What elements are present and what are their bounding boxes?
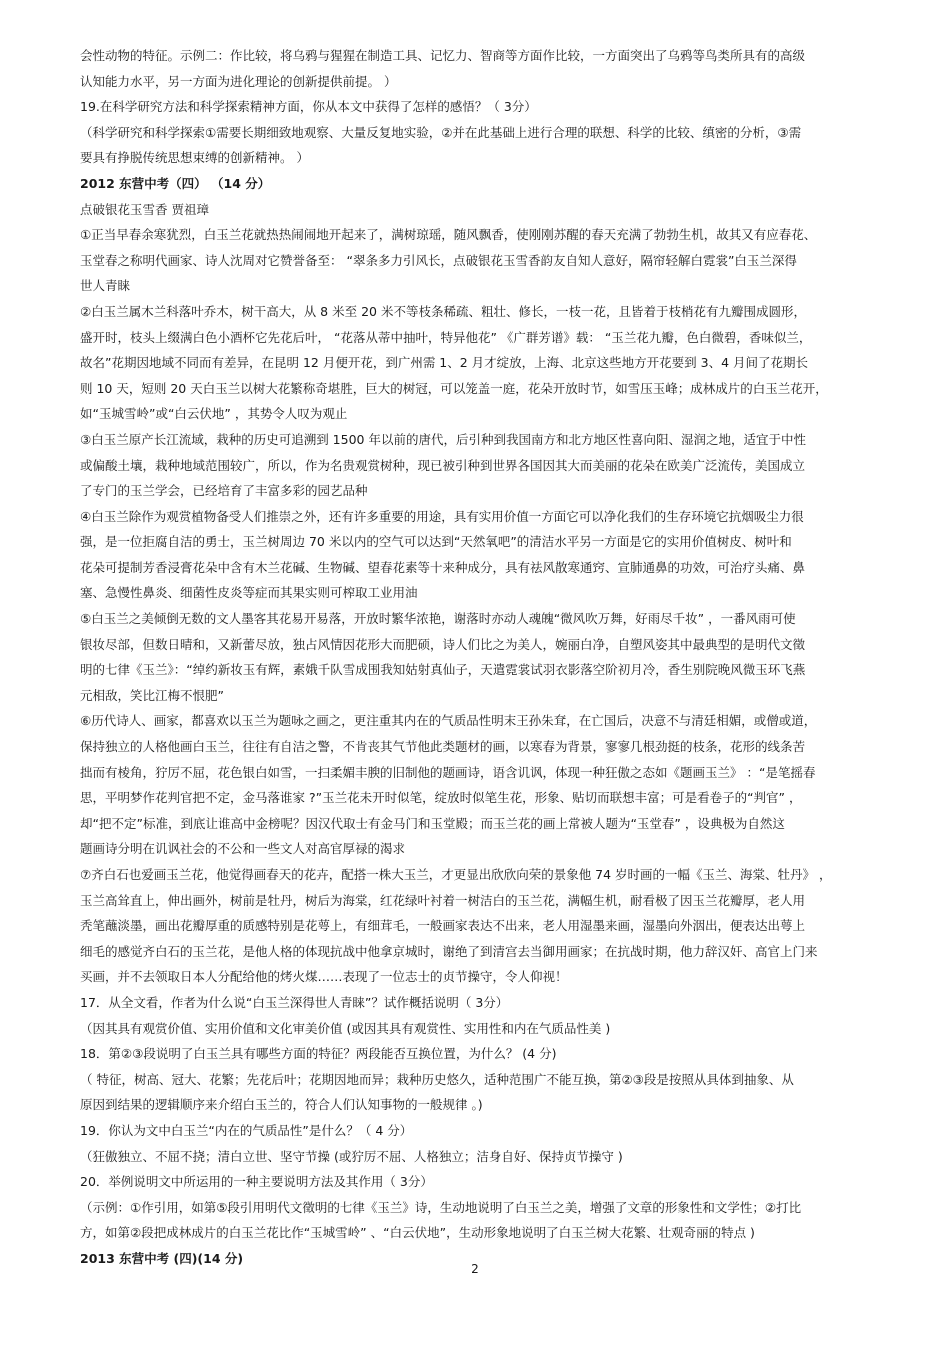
- text-line: 思，平明梦作花判官把不定，金马落谁家 ?”玉兰花未开时似笔，绽放时似笔生花，形象、贴切而联想丰富；可是看卷子的“判官” ，: [80, 790, 802, 806]
- document-body: [80, 43, 880, 1272]
- text-line: ⑦齐白石也爱画玉兰花，他觉得画春天的花卉，配搭一株大玉兰，才更显出欣欣向荣的景象他 74 岁时画的一幅《玉兰、海棠、牡丹》 ，: [80, 867, 832, 882]
- text-line: 世人青睐: [80, 278, 131, 294]
- text-line: 19.在科学研究方法和科学探索精神方面，你从本文中获得了怎样的感悟？（ 3分）: [80, 99, 537, 115]
- text-line: 20．举例说明文中所运用的一种主要说明方法及其作用（ 3分）: [80, 1174, 433, 1190]
- text-line: 细毛的感觉齐白石的玉兰花，是他人格的体现抗战中他拿京城时，谢绝了到清宫去当御用画家；在抗战时期，他力辞汉奸、高官上门来: [80, 943, 818, 959]
- text-line: 点破银花玉雪香 贾祖璋: [80, 201, 209, 217]
- text-line: 玉兰高耸直上，伸出画外，树前是牡丹，树后为海棠，红花绿叶衬着一树洁白的玉兰花，满幅生机，耐看极了因玉兰花瓣厚，老人用: [80, 892, 806, 908]
- text-line: 或偏酸土壤，栽种地域范围较广，所以，作为名贵观赏树种，现已被引种到世界各国因其大而美丽的花朵在欧美广泛流传，美国成立: [80, 457, 806, 473]
- text-line: 17．从全文看，作者为什么说“白玉兰深得世人青睐”？试作概括说明（ 3分）: [80, 994, 509, 1010]
- text-line: 塞、急慢性鼻炎、细菌性皮炎等症而其果实则可榨取工业用油: [80, 585, 418, 601]
- text-line: 花朵可提制芳香浸膏花朵中含有木兰花碱、生物碱、望春花素等十来种成分，具有祛风散寒通窍、宣肺通鼻的功效，可治疗头痛、鼻: [80, 559, 806, 575]
- text-line: （示例：①作引用，如第⑤段引用明代文徵明的七律《玉兰》诗，生动地说明了白玉兰之美，增强了文章的形象性和文学性；②打比: [80, 1199, 802, 1215]
- text-line: 买画，并不去领取日本人分配给他的烤火煤……表现了一位志士的贞节操守，令人仰视！: [80, 969, 568, 985]
- text-line: ②白玉兰属木兰科落叶乔木，树干高大，从 8 米至 20 米不等枝条稀疏、粗壮、修长，一枝一花，且皆着于枝梢花有九瓣围成圆形，: [80, 303, 806, 319]
- text-line: 保持独立的人格他画白玉兰，往往有自洁之警，不肯丧其气节他此类题材的画，以寒春为背景，寥寥几根劲挺的枝条，花形的线条苦: [80, 739, 806, 755]
- text-line: ⑤白玉兰之美倾倒无数的文人墨客其花易开易落，开放时繁华浓艳，谢落时亦动人魂魄“微风吹万舞，好雨尽千妆” ，一番风雨可使: [80, 611, 796, 627]
- text-line: 元相敌，笑比江梅不恨肥”: [80, 687, 224, 703]
- page-number: 2: [471, 1262, 479, 1276]
- section-heading: 2012 东营中考（四） （14 分）: [80, 175, 271, 191]
- text-line: （科学研究和科学探索①需要长期细致地观察、大量反复地实验，②并在此基础上进行合理的联想、科学的比较、缜密的分析，③需: [80, 124, 802, 140]
- text-line: 明的七律《玉兰》：“绰约新妆玉有辉，素娥千队雪成围我知姑射真仙子，天遣霓裳试羽衣影落空阶初月冷，香生别院晚风微玉环飞燕: [80, 662, 806, 678]
- text-line: 18．第②③段说明了白玉兰具有哪些方面的特征？两段能否互换位置，为什么？ (4 分): [80, 1046, 557, 1062]
- text-line: （狂傲独立、不屈不挠；清白立世、坚守节操 (或狞厉不屈、人格独立；洁身自好、保持贞节操守 ): [80, 1148, 623, 1164]
- text-line: 了专门的玉兰学会，已经培育了丰富多彩的园艺品种: [80, 483, 368, 499]
- text-line: 玉堂春之称明代画家、诗人沈周对它赞誉备至： “翠条多力引风长，点破银花玉雪香韵友自知人意好，隔帘轻解白霓裳”白玉兰深得: [80, 252, 797, 268]
- text-line: 认知能力水平，另一方面为进化理论的创新提供前提。 ）: [80, 73, 397, 89]
- text-line: （因其具有观赏价值、实用价值和文化审美价值 (或因其具有观赏性、实用性和内在气质品性美 ): [80, 1020, 611, 1036]
- text-line: 却“把不定”标准，到底让谁高中金榜呢？因汉代取士有金马门和玉堂殿；而玉兰花的画上常被人题为“玉堂春” ，设典极为自然这: [80, 815, 785, 831]
- text-line: 会性动物的特征。示例二：作比较，将乌鸦与猩猩在制造工具、记忆力、智商等方面作比较，一方面突出了乌鸦等鸟类所具有的高级: [80, 48, 806, 63]
- text-line: ③白玉兰原产长江流域，栽种的历史可追溯到 1500 年以前的唐代，后引种到我国南方和北方地区性喜向阳、湿润之地，适宜于中性: [80, 431, 806, 447]
- section-heading: 2013 东营中考 (四)(14 分): [80, 1250, 244, 1266]
- text-line: 银妆尽部，但数日晴和，又新蕾尽放，独占风情因花形大而肥硕，诗人们比之为美人，婉丽白净，自塑风姿其中最典型的是明代文徵: [80, 636, 806, 652]
- text-line: 要具有挣脱传统思想束缚的创新精神。 ）: [80, 150, 309, 166]
- text-line: 题画诗分明在讥讽社会的不公和一些文人对高官厚禄的渴求: [80, 841, 406, 857]
- text-line: ④白玉兰除作为观赏植物备受人们推崇之外，还有许多重要的用途，具有实用价值一方面它可以净化我们的生存环境它抗烟吸尘力很: [80, 508, 804, 524]
- text-line: ①正当早春余寒犹烈，白玉兰花就热热闹闹地开起来了，满树琼瑶，随风飘香，使刚刚苏醒的春天充满了勃勃生机，故其又有应春花、: [80, 227, 817, 243]
- text-line: 拙而有棱角，狞厉不屈，花色银白如雪，一扫柔媚丰腴的旧制他的题画诗，语含讥讽，体现一种狂傲之态如《题画玉兰》 ：“是笔摇春: [80, 764, 816, 780]
- text-line: 则 10 天，短则 20 天白玉兰以树大花繁称奇堪胜，巨大的树冠，可以笼盖一庭，花朵开放时节，如雪压玉峰；成林成片的白玉兰花开，: [80, 380, 828, 396]
- text-line: 故名”花期因地域不同而有差异，在昆明 12 月便开花，到广州需 1、2 月才绽放，上海、北京这些地方开花要到 3、4 月间了花期长: [80, 355, 809, 371]
- text-line: 盛开时，枝头上缀满白色小酒杯它先花后叶， “花落从蒂中抽叶，特异他花” 《广群芳谱》载： “玉兰花九瓣，色白微碧，香味似兰，: [80, 329, 812, 345]
- text-line: ⑥历代诗人、画家，都喜欢以玉兰为题咏之画之，更注重其内在的气质品性明末王孙朱耷，在亡国后，决意不与清廷相媚，或僧或道，: [80, 713, 817, 729]
- text-line: 19．你认为文中白玉兰“内在的气质品性”是什么？（ 4 分）: [80, 1122, 413, 1138]
- text-line: 强，是一位拒腐自洁的勇士，玉兰树周边 70 米以内的空气可以达到“天然氧吧”的清洁水平另一方面是它的实用价值树皮、树叶和: [80, 534, 792, 550]
- text-line: 方，如第②段把成林成片的白玉兰花比作“玉城雪岭” 、“白云伏地”，生动形象地说明了白玉兰树大花繁、壮观奇丽的特点 ): [80, 1225, 755, 1241]
- text-line: 原因到结果的逻辑顺序来介绍白玉兰的，符合人们认知事物的一般规律 。): [80, 1097, 483, 1113]
- text-line: （ 特征，树高、冠大、花繁；先花后叶；花期因地而异；栽种历史悠久，适种范围广不能互换，第②③段是按照从具体到抽象、从: [80, 1071, 794, 1087]
- text-line: 秃笔蘸淡墨，画出花瓣厚重的质感特别是花萼上，有细茸毛，一般画家表达不出来，老人用湿墨来画，湿墨向外洇出，便表达出萼上: [80, 918, 806, 934]
- text-line: 如“玉城雪岭”或“白云伏地” ，其势令人叹为观止: [80, 406, 348, 422]
